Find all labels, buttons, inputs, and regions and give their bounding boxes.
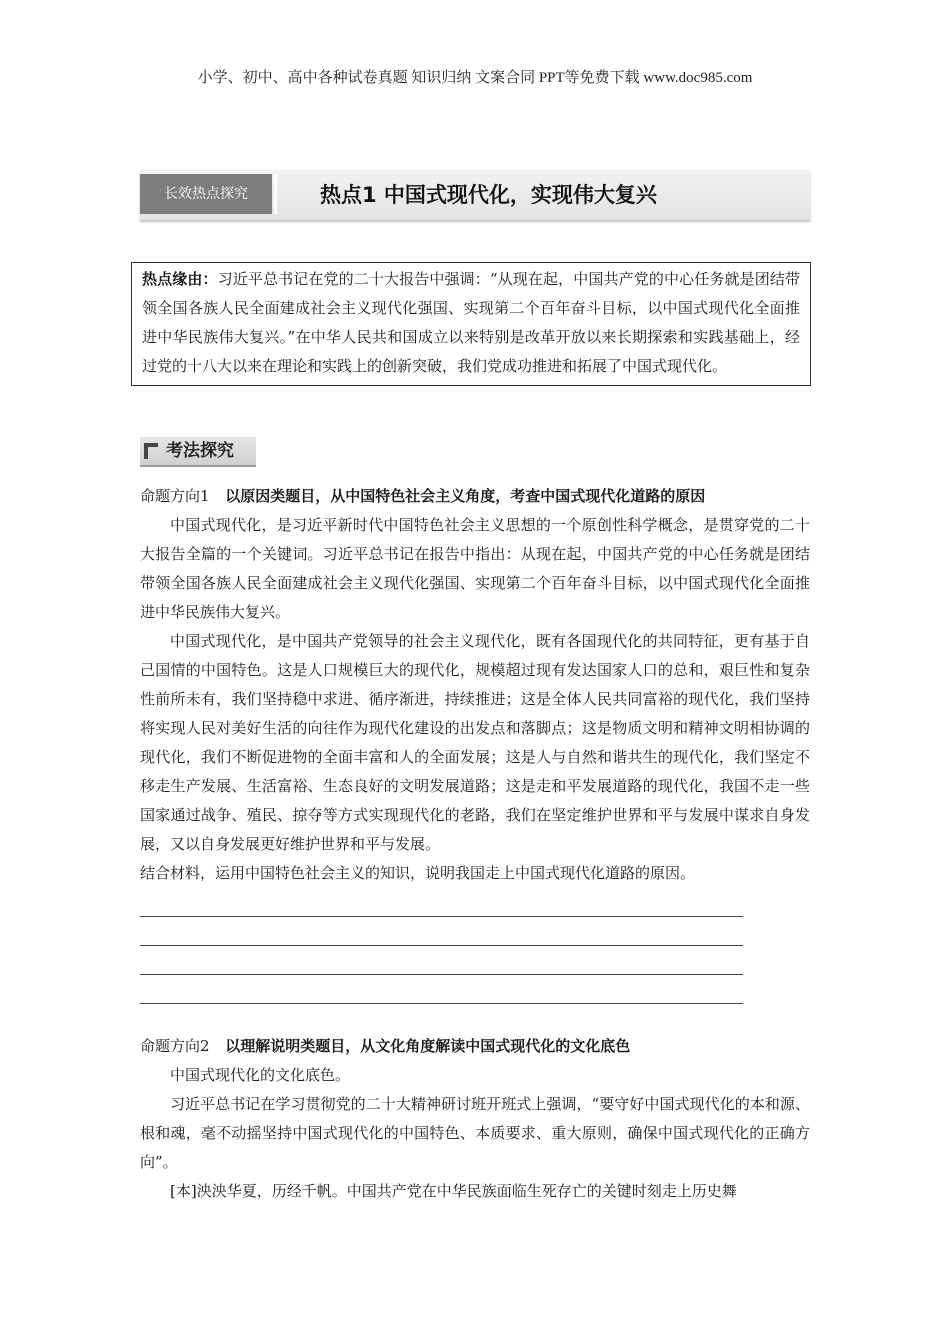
direction-1-label: 命题方向1 <box>140 487 210 505</box>
answer-line[interactable] <box>140 946 743 975</box>
direction-1-title: 以原因类题目，从中国特色社会主义角度，考查中国式现代化道路的原因 <box>225 487 706 505</box>
banner-separator <box>274 174 277 214</box>
direction-1-paragraph-2: 中国式现代化，是中国共产党领导的社会主义现代化，既有各国现代化的共同特征，更有基于自己国情的中国特色。这是人口规模巨大的现代化，规模超过现有发达国家人口的总和，艰巨性和复杂性前所未有，我们坚持稳中求进、循序渐进，持续推进；这是全体人民共同富裕的现代化，我们坚持将实现人民对美好生活的向往作为现代化建设的出发点和落脚点；这是物质文明和精神文明相协调的现代化，我们不断促进物的全面丰富和人的全面发展；这是人与自然和谐共生的现代化，我们坚定不移走生产发展、生活富裕、生态良好的文明发展道路；这是走和平发展道路的现代化，我国不走一些国家通过战争、殖民、掠夺等方式实现现代化的老路，我们在坚定维护世界和平与发展中谋求自身发展，又以自身发展更好维护世界和平与发展。 <box>140 632 810 853</box>
page-header: 小学、初中、高中各种试卷真题 知识归纳 文案合同 PPT等免费下载 www.doc985.com <box>197 70 753 86</box>
direction-1-paragraph-1: 中国式现代化，是习近平新时代中国特色社会主义思想的一个原创性科学概念，是贯穿党的二十大报告全篇的一个关键词。习近平总书记在报告中指出：从现在起，中国共产党的中心任务就是团结带领全国各族人民全面建成社会主义现代化强国、实现第二个百年奋斗目标，以中国式现代化全面推进中华民族伟大复兴。 <box>140 516 810 621</box>
direction-2-intro: 中国式现代化的文化底色。 <box>170 1066 351 1084</box>
direction-2-paragraph-2: [本]泱泱华夏，历经千帆。中国共产党在中华民族面临生死存亡的关键时刻走上历史舞 <box>170 1182 737 1200</box>
direction-1 <box>140 482 810 1004</box>
page-title: 热点1 中国式现代化，实现伟大复兴 <box>320 183 657 207</box>
direction-2-paragraph-1: 习近平总书记在学习贯彻党的二十大精神研讨班开班式上强调，“要守好中国式现代化的本和源、根和魂，毫不动摇坚持中国式现代化的中国特色、本质要求、重大原则，确保中国式现代化的正确方向”。 <box>140 1095 810 1171</box>
direction-2-heading <box>140 1032 810 1061</box>
corner-bracket-icon <box>144 443 158 459</box>
direction-2 <box>140 1032 810 1206</box>
title-banner <box>140 170 810 220</box>
direction-1-heading <box>140 482 810 511</box>
direction-1-question: 结合材料，运用中国特色社会主义的知识，说明我国走上中国式现代化道路的原因。 <box>140 864 696 882</box>
origin-label: 热点缘由： <box>142 270 218 288</box>
banner-tag: 长效热点探究 <box>140 174 272 214</box>
answer-line[interactable] <box>140 917 743 946</box>
section-heading <box>140 437 256 467</box>
direction-2-label: 命题方向2 <box>140 1037 210 1055</box>
section-title: 考法探究 <box>166 441 234 461</box>
direction-2-title: 以理解说明类题目，从文化角度解读中国式现代化的文化底色 <box>225 1037 631 1055</box>
hotspot-origin-box <box>131 262 811 386</box>
origin-text: 习近平总书记在党的二十大报告中强调：“从现在起，中国共产党的中心任务就是团结带领全国各族人民全面建成社会主义现代化强国、实现第二个百年奋斗目标，以中国式现代化全面推进中华民族伟大复兴。”在中华人民共和国成立以来特别是改革开放以来长期探索和实践基础上，经过党的十八大以来在理论和实践上的创新突破，我们党成功推进和拓展了中国式现代化。 <box>142 270 800 375</box>
answer-line[interactable] <box>140 975 743 1004</box>
answer-line[interactable] <box>140 888 743 917</box>
